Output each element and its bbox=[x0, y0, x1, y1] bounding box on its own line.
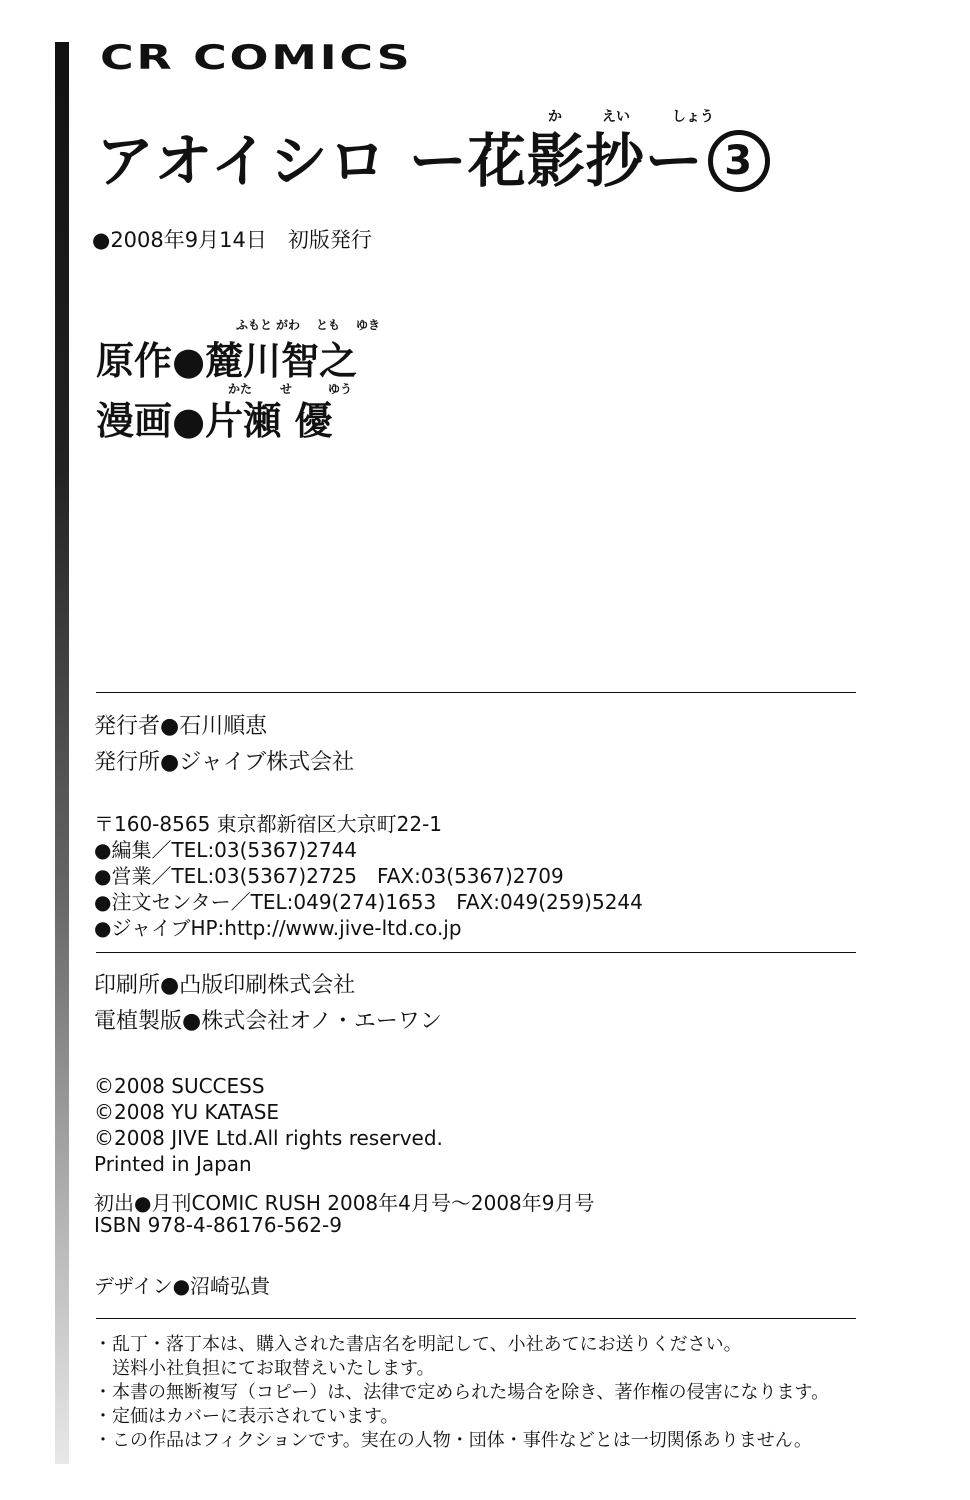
divider-1 bbox=[96, 692, 856, 693]
ruby-yuki: ゆき bbox=[356, 318, 381, 332]
copyright-katase: ©2008 YU KATASE bbox=[94, 1100, 280, 1124]
publishing-office: 発行所●ジャイブ株式会社 bbox=[94, 750, 355, 775]
ruby-fumoto: ふもと bbox=[236, 318, 273, 332]
ruby-kata: かた bbox=[228, 382, 253, 396]
divider-3 bbox=[96, 1318, 856, 1319]
copyright-success: ©2008 SUCCESS bbox=[94, 1074, 265, 1098]
first-appearance: 初出●月刊COMIC RUSH 2008年4月号～2008年9月号 bbox=[94, 1191, 595, 1215]
manga-artist-name: 片瀬 優 bbox=[205, 399, 333, 443]
issuer: 発行者●石川順恵 bbox=[94, 714, 268, 739]
book-title bbox=[96, 126, 770, 196]
series-logo: CR COMICS bbox=[100, 38, 413, 78]
sales-contact: ●営業／TEL:03(5367)2725 FAX:03(5367)2709 bbox=[94, 864, 564, 888]
original-author-label: 原作● bbox=[96, 339, 206, 383]
release-date: ●2008年9月14日 初版発行 bbox=[92, 228, 372, 252]
title-ruby-shou: しょう bbox=[672, 109, 714, 125]
decorative-side-bar bbox=[55, 42, 69, 1464]
printer: 印刷所●凸版印刷株式会社 bbox=[94, 973, 356, 998]
original-author-name: 麓川智之 bbox=[205, 339, 358, 383]
title-ruby-ka: か bbox=[548, 109, 562, 125]
editorial-contact: ●編集／TEL:03(5367)2744 bbox=[94, 838, 358, 862]
printed-in: Printed in Japan bbox=[94, 1152, 252, 1176]
original-author bbox=[96, 330, 357, 385]
copyright-jive: ©2008 JIVE Ltd.All rights reserved. bbox=[94, 1126, 443, 1150]
volume-number: 3 bbox=[708, 130, 770, 192]
note-copying: ・本書の無断複写（コピー）は、法律で定められた場合を除き、著作権の侵害になります。 bbox=[94, 1382, 830, 1403]
divider-2 bbox=[96, 952, 856, 953]
note-shipping: 送料小社負担にてお取替えいたします。 bbox=[94, 1358, 435, 1379]
manga-artist bbox=[96, 390, 332, 445]
order-center-contact: ●注文センター／TEL:049(274)1653 FAX:049(259)5244 bbox=[94, 890, 643, 914]
title-ruby-ei: えい bbox=[602, 109, 630, 125]
website: ●ジャイブHP:http://www.jive-ltd.co.jp bbox=[94, 916, 462, 940]
ruby-yuu: ゆう bbox=[328, 382, 353, 396]
ruby-gawa: がわ bbox=[276, 318, 301, 332]
isbn: ISBN 978-4-86176-562-9 bbox=[94, 1213, 342, 1237]
ruby-tomo: とも bbox=[316, 318, 341, 332]
design-credit: デザイン●沼崎弘貴 bbox=[94, 1274, 271, 1298]
note-fiction: ・この作品はフィクションです。実在の人物・団体・事件などとは一切関係ありません。 bbox=[94, 1430, 812, 1451]
ruby-se: せ bbox=[280, 382, 293, 396]
note-price: ・定価はカバーに表示されています。 bbox=[94, 1406, 399, 1427]
address: 〒160-8565 東京都新宿区大京町22-1 bbox=[94, 812, 443, 836]
note-defects: ・乱丁・落丁本は、購入された書店名を明記して、小社あてにお送りください。 bbox=[94, 1334, 742, 1355]
manga-artist-label: 漫画● bbox=[96, 399, 206, 443]
typesetting: 電植製版●株式会社オノ・エーワン bbox=[94, 1009, 442, 1034]
title-text: アオイシロ ー花影抄ー bbox=[96, 127, 704, 195]
